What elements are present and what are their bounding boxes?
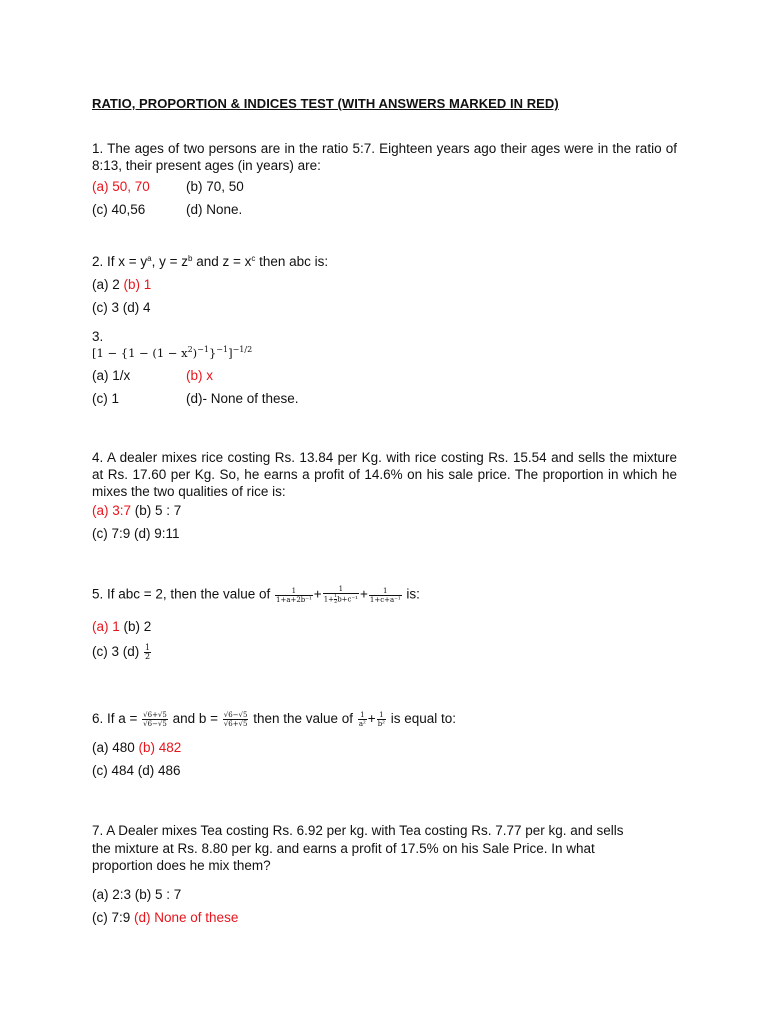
question-5-text: 5. If abc = 2, then the value of $\frac{1}{\text{1+a+2b⁻¹}}$ + 1 1+ $\frac{1}{2}$ b+c⁻¹ + $\frac{1}{\text{1+c+a⁻¹}}$ is: [92,585,420,605]
question-6-term-1 [358,711,367,728]
question-2-part: then abc is: [255,254,329,269]
question-6-part: then the value of [249,711,357,726]
question-4-options-row-1 [92,502,677,519]
question-2-options-row-1 [92,276,677,293]
question-6-options-row-1 [92,739,677,756]
question-1-option-a-answer: (a) 50, 70 [92,179,150,194]
fraction-denominator: 2 [334,599,338,605]
question-3-options-row-2 [92,390,677,407]
question-6-a-fraction [142,711,168,728]
question-1-option-c: (c) 40,56 [92,202,146,217]
question-1-option-b: (b) 70, 50 [186,179,244,194]
question-6-options-row-2: (c) 484 (d) 486 [92,763,181,778]
question-5-options-row-2 [92,643,677,661]
question-7-line-1: 7. A Dealer mixes Tea costing Rs. 6.92 per kg. with Tea costing Rs. 7.77 per kg. and sells [92,823,624,838]
question-7-option-c: (c) 7:9 [92,910,131,925]
question-3-expression [92,345,677,362]
question-7-options-row-2 [92,909,677,926]
question-2-exponent: a [147,254,152,263]
fraction-denominator: a² [358,719,366,728]
page-title: RATIO, PROPORTION & INDICES TEST (WITH ANSWERS MARKED IN RED) [92,96,559,111]
question-2-option-a: (a) 2 [92,277,120,292]
question-5-fraction-2 [323,585,359,605]
question-3-exponent: −1 [197,345,209,354]
question-7-line-2: the mixture at Rs. 8.80 per kg. and earns a profit of 17.5% on his Sale Price. In what [92,841,595,856]
question-2-part: and z = x [192,254,252,269]
fraction-denominator: √6−√5 [143,719,167,728]
question-2-part: 2. If x = y [92,254,148,269]
question-6-option-a: (a) 480 [92,740,135,755]
question-6-part: and b = [168,711,222,726]
question-3-number: 3. [92,329,104,344]
question-5-fraction-3 [369,587,402,604]
fraction-numerator: 1 [358,711,367,720]
fraction-numerator: √6−√5 [223,710,248,719]
fraction-numerator: 1 [145,642,151,652]
question-4-options-row-2: (c) 7:9 (d) 9:11 [92,526,180,541]
fraction-denominator-part: 1+ [323,595,335,604]
question-2-option-b-answer: (b) 1 [123,277,152,292]
question-6-text: 6. If a = $\frac{√6+√5}{√6-√5}$ and b = $\frac{√6-√5}{√6+√5}$ then the value of $\frac{1}{\text{a²}}$ + $\frac{1}{\text{b²}}$ is equal to: [92,710,457,728]
fraction-denominator: b² [377,719,385,728]
question-3-option-b-answer: (b) x [186,368,213,383]
question-5-fraction-1 [275,587,313,604]
question-3-expr-part: ) [192,346,198,360]
question-4-text: 4. A dealer mixes rice costing Rs. 13.84 per Kg. with rice costing Rs. 15.54 and sells the mixture at Rs. 17.60 per Kg. So, he earns a profit of 14.6% on his sale price. The proportion in which he mixes the two qualities of rice is: [92,450,677,499]
fraction-numerator: 1 [275,587,313,596]
question-1-options-row-1 [92,178,677,195]
question-6-b-fraction [223,711,249,728]
fraction-numerator: 1 [323,585,359,594]
question-3-option-c: (c) 1 [92,391,119,406]
question-3-expr-part: } [208,346,217,360]
question-5-part: is: [402,586,420,602]
question-5-option-d-fraction [144,644,151,661]
question-3-exponent: −1/2 [232,345,253,354]
question-7-line-3: proportion does he mix them? [92,858,271,873]
question-4-option-b: (b) 5 : 7 [131,503,182,518]
question-2-exponent: b [188,254,193,263]
question-3-options-row-1 [92,367,677,384]
fraction-denominator: 1+a+2b⁻¹ [276,595,312,604]
question-6-part: 6. If a = [92,711,142,726]
question-5-option-b: (b) 2 [119,619,152,634]
fraction-numerator: 1 [334,593,338,599]
question-2-exponent: c [251,254,256,263]
question-6-part: is equal to: [386,711,457,726]
question-3-exponent: 2 [187,345,193,354]
fraction-numerator: 1 [369,587,402,596]
fraction-denominator: 2 [145,651,151,661]
fraction-denominator-part: b+c⁻¹ [337,595,358,604]
question-1-text: 1. The ages of two persons are in the ratio 5:7. Eighteen years ago their ages were in the ratio of 8:13, their present ages (in years) are: [92,141,677,173]
question-3-option-a: (a) 1/x [92,368,131,383]
question-5-options-row-1 [92,618,677,635]
question-2-text [92,253,677,270]
question-2-part: , y = z [151,254,188,269]
fraction-denominator [323,594,359,605]
fraction-denominator: √6+√5 [223,719,248,728]
question-6-term-2 [377,711,386,728]
question-7-options-row-1: (a) 2:3 (b) 5 : 7 [92,887,182,902]
fraction-denominator: 1+c+a⁻¹ [369,595,401,604]
question-2-options-row-2: (c) 3 (d) 4 [92,300,151,315]
question-3-option-d: (d)- None of these. [186,391,299,406]
fraction-numerator: 1 [377,711,386,720]
question-5-part: 5. If abc = 2, then the value of [92,586,274,602]
fraction-numerator: √6+√5 [143,710,167,719]
question-5-option-a-answer: (a) 1 [92,619,120,634]
question-7-option-d-answer: (d) None of these [130,910,239,925]
question-6-option-b-answer: (b) 482 [134,740,182,755]
question-1-option-d: (d) None. [186,202,243,217]
question-4-option-a-answer: (a) 3:7 [92,503,132,518]
question-3-expr-part: ] [228,346,233,360]
question-1-options-row-2 [92,201,677,218]
question-5-option-c-d: (c) 3 (d) [92,644,144,659]
question-3-exponent: −1 [216,345,229,354]
question-3-expr-part: [1 − {1 − (1 − x [92,346,188,360]
